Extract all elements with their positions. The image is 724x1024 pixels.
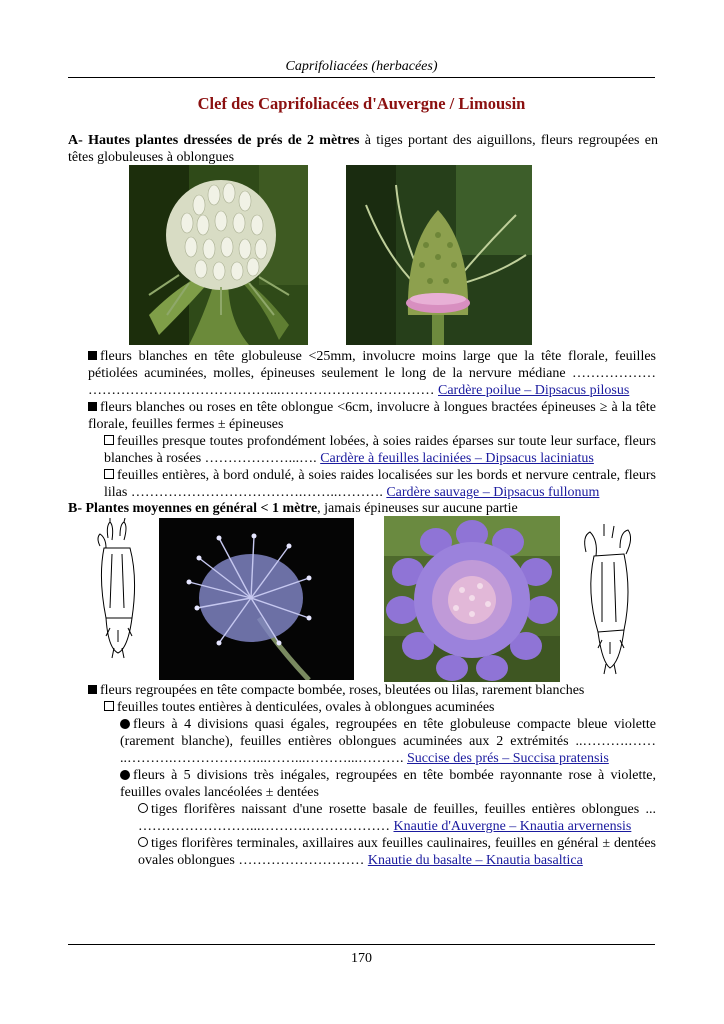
key-item-b1: fleurs regroupées en tête compacte bombée, roses, bleutées ou lilas, rarement blanches [88,682,656,699]
filled-square-bullet-icon [88,685,97,694]
section-a-intro [68,132,658,166]
link-knautia-basaltica[interactable]: Knautie du basalte – Knautia basaltica [367,853,583,868]
section-a-key [88,348,656,501]
empty-circle-bullet-icon [138,803,148,813]
link-succisa-pratensis[interactable]: Succise des prés – Succisa pratensis [407,751,609,766]
link-dipsacus-pilosus[interactable]: Cardère poilue – Dipsacus pilosus [438,383,630,398]
footer-rule [68,944,655,945]
key-item-b1-1: feuilles toutes entières à denticulées, ovales à oblongues acuminées [104,699,656,716]
empty-square-bullet-icon [104,469,114,479]
key-item-a1: fleurs blanches en tête globuleuse <25mm, involucre moins large que la tête florale, feuilles pétiolées acuminées, molles, épineuses seulement le long de la nervure médiane ……………… …………………………………...…………………………… Cardère poilue – Dipsacus pilosus [88,349,656,398]
empty-square-bullet-icon [104,435,114,445]
section-b-key [88,682,656,869]
key-item-b1-1-2: fleurs à 5 divisions très inégales, regroupées en tête bombée rayonnante rose à violette, feuilles ovales lancéolées ± dentées [120,768,656,800]
key-item-b1-1-2-b: tiges florifères terminales, axillaires aux feuilles caulinaires, feuilles en général ± dentées ovales oblongues ……………………… Knautie du basalte – Knautia basaltica [138,836,656,868]
photo-succisa-side [159,518,354,680]
key-item-a2-1: feuilles presque toutes profondément lobées, à soies raides éparses sur toute leur surface, fleurs blanches à rosées ………………...…. Cardère à feuilles laciniées – Dipsacus laciniatus [104,434,656,466]
link-knautia-arvernensis[interactable]: Knautie d'Auvergne – Knautia arvernensis [393,819,632,834]
photo-dipsacus-laciniatus [346,165,532,345]
filled-circle-bullet-icon [120,719,130,729]
photo-knautia-head [384,516,560,682]
section-a-text: à tiges portant des aiguillons, fleurs regroupées en têtes globuleuses à oblongues [68,133,658,165]
drawing-flower-left [88,518,148,678]
filled-square-bullet-icon [88,351,97,360]
empty-circle-bullet-icon [138,837,148,847]
section-a-heading: A- Hautes plantes dressées de prés de 2 mètres [68,133,360,148]
filled-circle-bullet-icon [120,770,130,780]
key-item-b1-1-2-a: tiges florifères naissant d'une rosette basale de feuilles, feuilles entières oblongues ... ……………………...……….……………… Knautie d'Auvergne – Knautia arvernensis [138,802,656,834]
running-header: Caprifoliacées (herbacées) [285,59,438,74]
section-b-heading: B- Plantes moyennes en général < 1 mètre [68,501,318,516]
link-dipsacus-fullonum[interactable]: Cardère sauvage – Dipsacus fullonum [386,485,600,500]
page-number: 170 [351,951,372,966]
photo-dipsacus-pilosus [129,165,308,345]
drawing-flower-right [576,522,640,684]
empty-square-bullet-icon [104,701,114,711]
key-item-b1-1-1: fleurs à 4 divisions quasi égales, regroupées en tête globuleuse compacte bleue violette (rarement blanche), feuilles entières oblongues acuminées aux 2 extrémités ..……….…… ..……….………………...……...………...………. Succise des prés – Succisa pratensis [120,717,656,766]
section-b-text: , jamais épineuses sur aucune partie [317,501,518,516]
filled-square-bullet-icon [88,402,97,411]
key-item-a2-2: feuilles entières, à bord ondulé, à soies raides localisées sur les bords et nervure centrale, fleurs lilas ……………………………….……..………. Cardère sauvage – Dipsacus fullonum [104,468,656,500]
section-b-intro [68,500,658,517]
link-dipsacus-laciniatus[interactable]: Cardère à feuilles laciniées – Dipsacus laciniatus [320,451,594,466]
key-item-a2: fleurs blanches ou roses en tête oblongue <6cm, involucre à longues bractées épineuses ≥ à la tête florale, feuilles fermes ± épineuses [88,400,656,432]
header-rule [68,77,655,78]
page-title: Clef des Caprifoliacées d'Auvergne / Limousin [197,94,526,113]
